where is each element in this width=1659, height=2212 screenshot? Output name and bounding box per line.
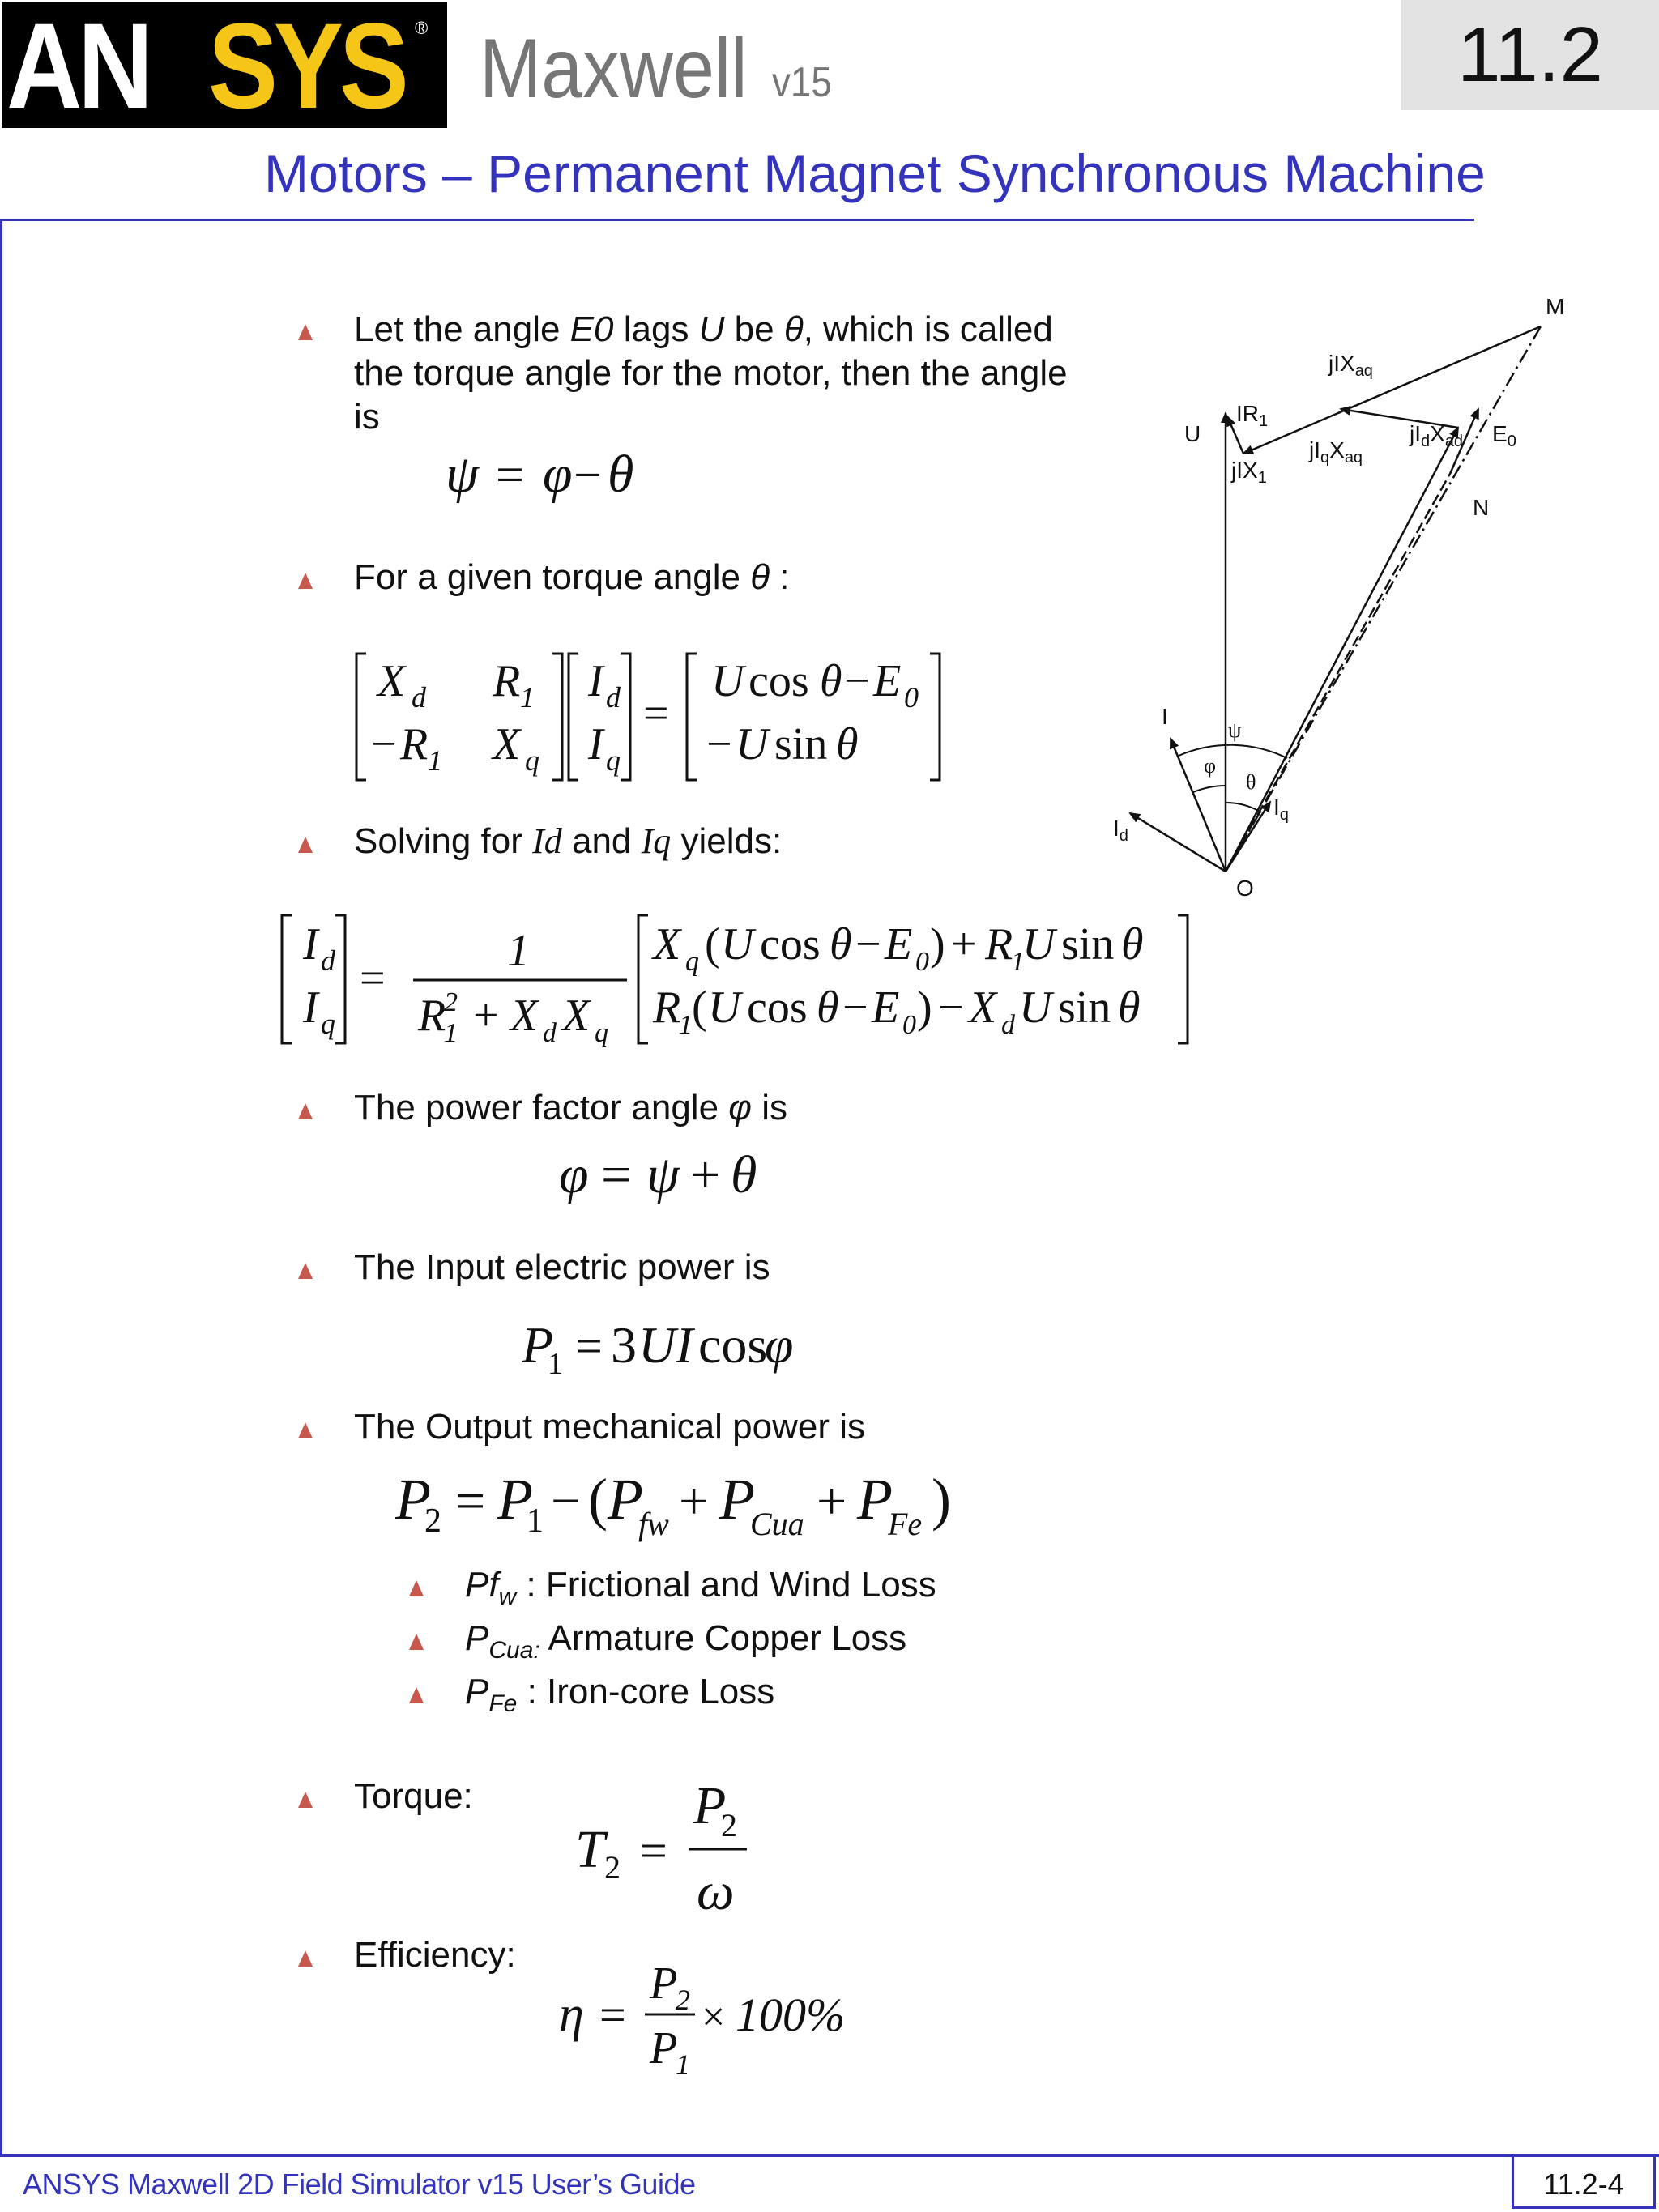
svg-text:): ) [930,919,945,970]
svg-text:U: U [721,919,754,970]
svg-text:X: X [969,982,997,1033]
equation-output-power [395,1462,1011,1543]
svg-text:jIX1 [1230,458,1267,487]
svg-text:1: 1 [1011,947,1025,977]
label-jixaq-sub: aq [1354,362,1373,380]
svg-text:2: 2 [444,987,458,1017]
svg-text:P: P [693,1778,727,1835]
equation-torque [575,1778,753,1924]
svg-text:ψ: ψ [446,445,479,504]
label-jidxad-mid: X [1430,421,1445,446]
symbol-theta: θ [783,309,804,349]
svg-text:): ) [932,1467,951,1532]
svg-text:U: U [736,719,769,769]
svg-text:2: 2 [721,1807,737,1843]
svg-text:φ: φ [559,1145,589,1204]
phasor-diagram [1102,283,1604,899]
svg-text:X: X [510,991,539,1041]
svg-text:1: 1 [428,744,442,777]
svg-text:fw: fw [638,1506,669,1542]
phasor-id-line [1130,813,1226,872]
svg-text:(: ( [705,919,720,970]
svg-text:=: = [643,688,669,739]
svg-text:1: 1 [527,1502,544,1540]
svg-text:−: − [706,719,732,769]
bullet-icon [298,324,313,340]
phasor-e0-line [1226,428,1458,872]
svg-text:q: q [606,744,621,777]
text-segment: and [561,821,642,861]
svg-text:E: E [885,919,913,970]
bullet-icon [298,1792,313,1808]
label-jidxad-sub2: ad [1444,433,1464,450]
bullet-power-factor-angle [354,1086,787,1130]
svg-text:Id [1113,816,1128,845]
loss-description: Armature Copper Loss [539,1618,907,1658]
bullet-torque-angle-line2: the torque angle for the motor, then the angle [354,353,1068,393]
svg-text:−: − [844,656,870,706]
label-phi: φ [1204,754,1217,778]
left-border [0,219,2,2156]
svg-text:2: 2 [676,1984,690,2016]
label-jiqxaq-sub2: aq [1344,449,1363,467]
svg-text:P: P [719,1467,755,1532]
bullet-output-power: The Output mechanical power is [354,1407,865,1447]
svg-text:I: I [588,656,603,706]
angle-theta-arc [1226,803,1261,812]
logo-sys: SYS [208,0,405,134]
label-psi: ψ [1228,718,1242,742]
loss-item-iron-core [465,1670,774,1726]
logo-an: AN [6,0,150,134]
text-segment: lags [613,309,699,349]
svg-text:I: I [588,719,603,769]
bullet-icon [298,1950,313,1967]
svg-text:×: × [702,1994,726,2040]
svg-text:sin: sin [1058,982,1111,1033]
footer-divider [0,2154,1659,2157]
loss-symbol: P [465,1672,489,1711]
svg-text:0: 0 [902,1010,916,1040]
label-jiqxaq-mid: X [1329,437,1345,462]
svg-text:=: = [360,953,386,1004]
label-jidxad-sub1: d [1421,433,1431,450]
svg-text:Fe: Fe [888,1506,923,1542]
symbol-iq: Iq [641,821,672,861]
svg-text:sin: sin [1061,919,1115,970]
svg-text:T: T [575,1820,605,1879]
svg-text:N [1473,495,1489,520]
equation-solution [279,907,1194,1053]
loss-subscript: Cua: [488,1637,540,1664]
svg-text:1: 1 [507,926,530,976]
text-segment: : [770,557,790,597]
label-u: U [1184,421,1201,446]
svg-text:R: R [653,982,681,1033]
label-i: I [1162,704,1168,729]
svg-text:d: d [606,681,621,714]
svg-text:P: P [395,1467,431,1532]
section-number: 11.2 [1457,11,1603,98]
svg-text:=: = [575,1319,603,1373]
svg-text:1: 1 [548,1347,563,1377]
loss-description: : Iron-core Loss [517,1672,775,1711]
svg-text:η: η [559,1987,584,2042]
label-ir1-sub: 1 [1259,412,1269,430]
svg-text:R: R [985,919,1013,970]
svg-text:ψ: ψ [646,1145,680,1204]
svg-text:X: X [377,656,406,706]
label-iq-sub: q [1279,806,1289,824]
svg-text:+: + [473,991,499,1041]
svg-text:100%: 100% [736,1988,846,2041]
bullet-input-power: The Input electric power is [354,1247,770,1287]
svg-text:R: R [418,991,446,1041]
svg-text:φ: φ [543,445,573,504]
svg-text:U: U [711,656,744,706]
svg-text:jIdXad [1409,421,1463,450]
svg-text:E0 [1492,421,1516,450]
loss-subscript: Fe [488,1690,518,1717]
svg-text:X: X [653,919,681,970]
svg-text:Cua: Cua [750,1506,804,1542]
svg-text:θ: θ [1121,919,1144,970]
svg-text:U: U [708,982,741,1033]
phasor-i-line [1171,739,1226,872]
symbol-u: U [698,309,725,349]
svg-text:θ: θ [820,656,842,706]
angle-psi-arc [1179,745,1287,758]
svg-text:0: 0 [915,947,929,977]
svg-text:M [1546,294,1564,319]
svg-text:I [1162,704,1168,729]
svg-text:=: = [496,448,524,503]
svg-text:d: d [321,944,335,977]
bullet-given-torque-angle [354,556,790,599]
svg-text:θ: θ [817,982,839,1033]
label-n: N [1473,495,1490,520]
svg-text:I: I [303,982,318,1033]
page-title: Motors – Permanent Magnet Synchronous Machine [264,143,1486,203]
svg-text:+: + [951,919,977,970]
svg-text:3: 3 [611,1316,637,1374]
loss-subscript: w [498,1583,517,1610]
svg-text:U [1184,421,1201,446]
svg-text:d: d [543,1018,557,1048]
label-jix1-sub: 1 [1257,469,1267,487]
text-segment: yields: [671,821,783,861]
bullet-icon [298,837,313,853]
equation-psi [446,441,672,506]
svg-text:=: = [601,1145,632,1204]
svg-text:2: 2 [424,1502,441,1540]
svg-text:R: R [400,719,429,769]
svg-text:+: + [817,1472,847,1531]
loss-description: : Frictional and Wind Loss [516,1565,936,1605]
angle-phi-arc [1193,786,1226,792]
svg-text:−: − [371,719,397,769]
label-jix1: jIX [1231,458,1258,483]
svg-text:2: 2 [604,1849,621,1886]
equation-efficiency [559,1948,867,2086]
bullet-icon [298,1103,313,1119]
label-o: O [1236,876,1254,899]
svg-text:θ: θ [608,445,634,504]
bullet-torque-angle-text [354,308,1053,352]
svg-text:θ: θ [836,719,859,769]
text-segment: be [724,309,784,349]
svg-text:E: E [873,656,902,706]
label-m: M [1546,294,1565,319]
svg-text:d: d [1001,1010,1015,1040]
svg-text:P: P [650,2023,678,2073]
equation-phi [559,1142,778,1207]
svg-text:−: − [574,448,602,503]
logo-registered-mark: ® [415,18,429,38]
equation-matrix [353,644,953,790]
page-number: 11.2-4 [1543,2167,1624,2201]
label-iq: I [1273,795,1280,820]
label-ir1: IR [1236,401,1259,426]
loss-symbol: P [465,1618,489,1658]
svg-text:φ: φ [765,1316,794,1374]
label-e0: E [1492,421,1508,446]
symbol-phi: φ [728,1088,752,1127]
svg-text:sin: sin [774,719,828,769]
phasor-m-dashdot [1226,326,1541,872]
svg-text:q: q [525,744,539,777]
symbol-e0: E0 [569,309,614,349]
svg-text:P: P [522,1316,554,1374]
svg-text:): ) [917,982,932,1033]
equation-input-power [522,1312,805,1377]
label-jidxad: jI [1410,421,1421,446]
loss-item-copper [465,1617,906,1673]
svg-text:U: U [1022,919,1056,970]
label-e0-sub: 0 [1507,433,1516,450]
svg-text:θ: θ [830,919,852,970]
svg-text:U: U [1019,982,1052,1033]
bullet-icon [298,573,313,589]
ansys-logo [2,0,447,134]
text-segment: The power factor angle [354,1088,729,1127]
bullet-icon [409,1687,424,1703]
svg-text:1: 1 [520,681,535,714]
svg-text:θ: θ [731,1145,757,1204]
bullet-icon [409,1580,424,1596]
bullet-torque: Torque: [354,1776,473,1816]
svg-text:−: − [938,982,964,1033]
loss-item-frictional [465,1563,936,1619]
label-id: I [1113,816,1120,841]
svg-text:ω: ω [697,1862,735,1921]
svg-text:Iq [1273,795,1289,824]
svg-text:q: q [595,1018,608,1048]
label-jiqxaq: jI [1309,437,1320,462]
text-segment: is [751,1088,787,1127]
svg-text:O [1236,876,1254,899]
svg-text:−: − [842,982,868,1033]
svg-text:cos: cos [747,982,808,1033]
bullet-icon [298,1422,313,1438]
svg-text:P: P [650,1958,678,2009]
svg-text:cos: cos [748,656,809,706]
svg-text:R: R [493,656,521,706]
title-divider [0,219,1474,221]
product-name: Maxwell [480,22,748,116]
svg-text:jIXaq [1328,351,1373,380]
svg-text:jIqXaq [1308,437,1363,467]
svg-text:UI: UI [638,1316,693,1374]
label-jiqxaq-sub1: q [1320,449,1330,467]
svg-text:X: X [493,719,521,769]
text-segment: Let the angle [354,309,570,349]
svg-text:1: 1 [676,2048,690,2081]
bullet-torque-angle-line3: is [354,397,380,437]
svg-text:1: 1 [679,1010,693,1040]
svg-text:(: ( [588,1467,608,1532]
svg-text:q: q [685,947,699,977]
phasor-iq-line [1226,802,1270,872]
svg-text:q: q [321,1008,335,1040]
svg-text:P: P [497,1467,533,1532]
svg-text:I: I [303,919,318,970]
loss-symbol: Pf [465,1565,499,1605]
bullet-solving-for [354,820,782,863]
svg-text:−: − [855,919,881,970]
text-segment: Solving for [354,821,533,861]
svg-text:+: + [690,1145,721,1204]
svg-text:+: + [679,1472,710,1531]
bullet-icon [298,1263,313,1279]
svg-text:P: P [608,1467,643,1532]
svg-text:(: ( [692,982,707,1033]
label-id-sub: d [1119,827,1128,845]
svg-text:0: 0 [904,681,919,714]
svg-text:θ: θ [1118,982,1141,1033]
svg-text:=: = [599,1988,626,2041]
symbol-theta: θ [750,557,770,597]
bullet-icon [409,1634,424,1650]
svg-text:X: X [562,991,591,1041]
bullet-efficiency: Efficiency: [354,1935,516,1975]
svg-text:−: − [551,1472,582,1531]
svg-text:P: P [857,1467,893,1532]
svg-text:=: = [640,1824,667,1877]
text-segment: , which is called [803,309,1053,349]
footer-guide-title: ANSYS Maxwell 2D Field Simulator v15 User’s Guide [23,2167,696,2201]
symbol-id: Id [532,821,562,861]
svg-text:E: E [872,982,900,1033]
svg-text:=: = [455,1472,486,1531]
text-segment: For a given torque angle [354,557,751,597]
svg-text:1: 1 [444,1018,458,1048]
svg-text:cos: cos [698,1316,768,1374]
product-version: v15 [772,59,832,106]
svg-text:IR1 [1236,401,1268,430]
label-jixaq: jIX [1328,351,1355,376]
svg-text:cos: cos [760,919,821,970]
svg-text:d: d [412,681,426,714]
label-theta: θ [1246,770,1256,794]
